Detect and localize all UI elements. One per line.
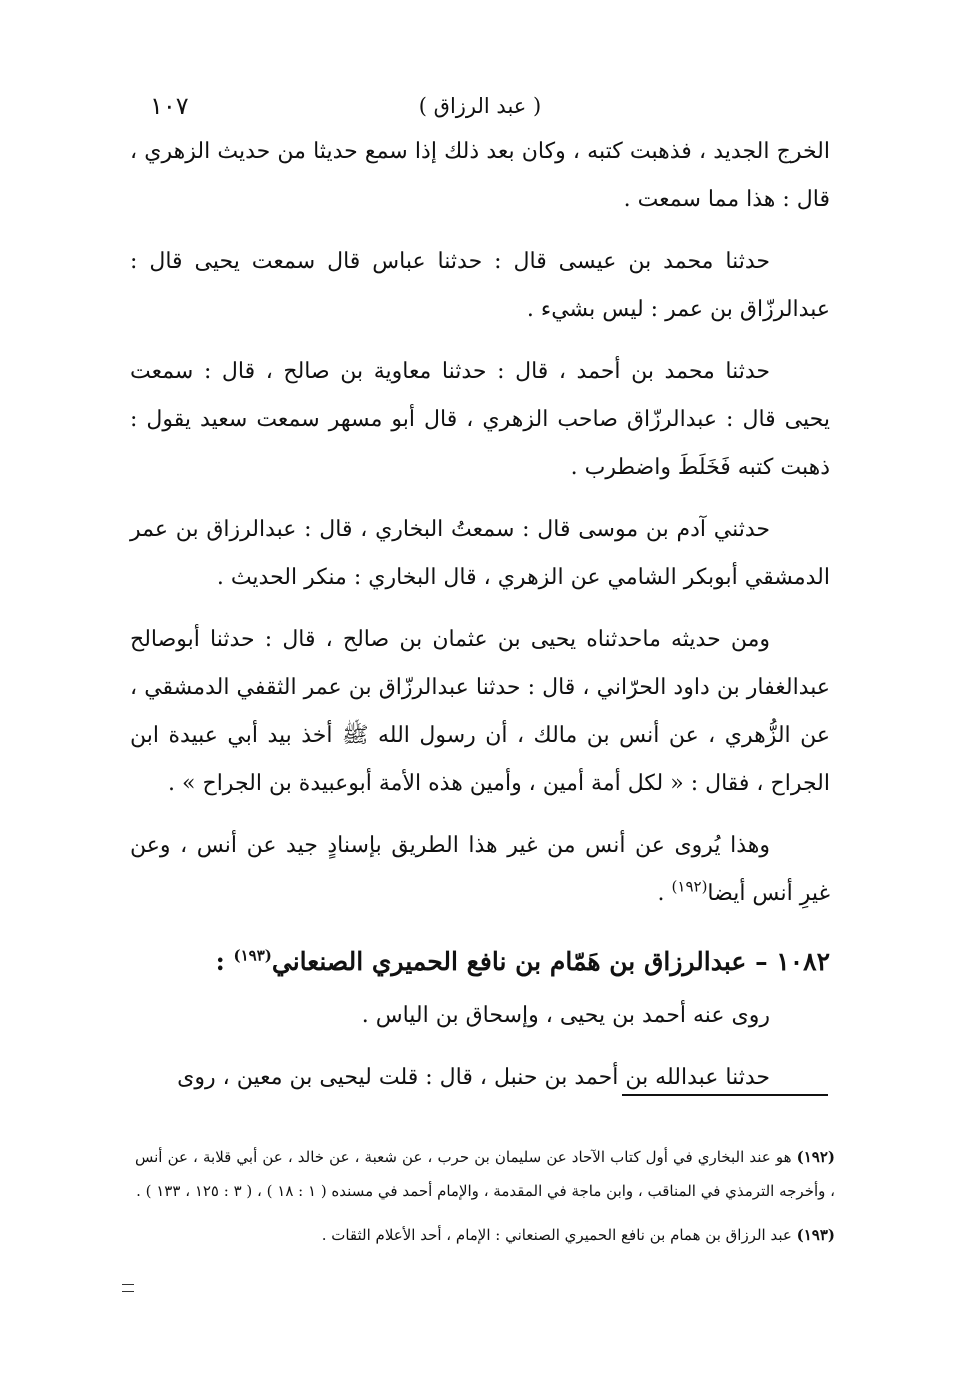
footnote-text: عبد الرزاق بن همام بن نافع الحميري الصنعاني : الإمام ، أحد الأعلام الثقات . — [321, 1226, 792, 1244]
footnote-number: (١٩٢) — [796, 1148, 835, 1166]
paragraph-end: . — [657, 881, 672, 906]
footnote-reference[interactable]: (١٩٣) — [233, 946, 272, 965]
footnote-text: هو عند البخاري في أول كتاب الآحاد عن سليمان بن حرب ، عن شعبة ، عن خالد ، عن أبي قلابة ، عن أنس ، وأخرجه الترمذي في المناقب ، وابن ماجة في المقدمة ، والإمام أحمد في مسنده ( ١ : ١٨ ) ، ( ٣ : ١٢٥ ، ١٣٣ ) . — [135, 1148, 835, 1200]
footnote — [135, 1218, 835, 1252]
entry-dash: – — [755, 947, 768, 976]
entry-heading — [130, 936, 830, 988]
footnote-separator — [622, 1094, 828, 1096]
main-text — [130, 128, 830, 1116]
paragraph: ومن حديثه ماحدثناه يحيى بن عثمان بن صالح ، قال : حدثنا أبوصالح عبدالغفار بن داود الحرّاني ، قال : حدثنا عبدالرزّاق بن عمر الثقفي الدمشقي ، عن الزُّهري ، عن أنس بن مالك ، أن رسول الله ﷺ أخذ بيد أبي عبيدة ابن الجراح ، فقال : « لكل أمة أمين ، وأمين هذه الأمة أبوعبيدة بن الجراح » . — [130, 627, 830, 796]
paragraph: حدثنا محمد بن أحمد ، قال : حدثنا معاوية بن صالح ، قال : سمعت يحيى قال : عبدالرزّاق صاحب الزهري ، قال أبو مسهر سمعت سعيد يقول : ذهبت كتبه فَخَلَطَ واضطرب . — [130, 359, 830, 480]
running-header-title: ( عبد الرزاق ) — [418, 94, 542, 118]
margin-mark — [122, 1284, 134, 1292]
paragraph: حدثنا محمد بن عيسى قال : حدثنا عباس قال سمعت يحيى قال : عبدالرزّاق بن عمر : ليس بشيء . — [130, 249, 830, 322]
page-number: ١٠٧ — [150, 92, 189, 120]
entry-name: عبدالرزاق بن هَمّام بن نافع الحميري الصنعاني — [271, 947, 747, 976]
footnote — [135, 1140, 835, 1208]
paragraph: روى عنه أحمد بن يحيى ، وإسحاق بن الياس . — [361, 1003, 770, 1028]
paragraph: حدثني آدم بن موسى قال : سمعتُ البخاري ، قال : عبدالرزاق بن عمر الدمشقي أبوبكر الشامي عن الزهري ، قال البخاري : منكر الحديث . — [130, 517, 830, 590]
paragraph — [130, 822, 830, 918]
paragraph: حدثنا عبدالله بن أحمد بن حنبل ، قال : قلت ليحيى بن معين ، روى — [177, 1065, 770, 1090]
entry-colon: : — [215, 947, 234, 976]
footnotes — [135, 1140, 835, 1252]
footnote-number: (١٩٣) — [796, 1226, 835, 1244]
footnote-reference[interactable]: (١٩٢) — [671, 877, 708, 896]
paragraph: الخرج الجديد ، فذهبت كتبه ، وكان بعد ذلك إذا سمع حديثا من حديث الزهري ، قال : هذا مما سمعت . — [130, 139, 830, 212]
entry-number: ١٠٨٢ — [776, 947, 830, 976]
paragraph-text: وهذا يُروى عن أنس من غير هذا الطريق بإسنادٍ جيد عن أنس ، وعن غيرِ أنس أيضا — [130, 833, 830, 906]
